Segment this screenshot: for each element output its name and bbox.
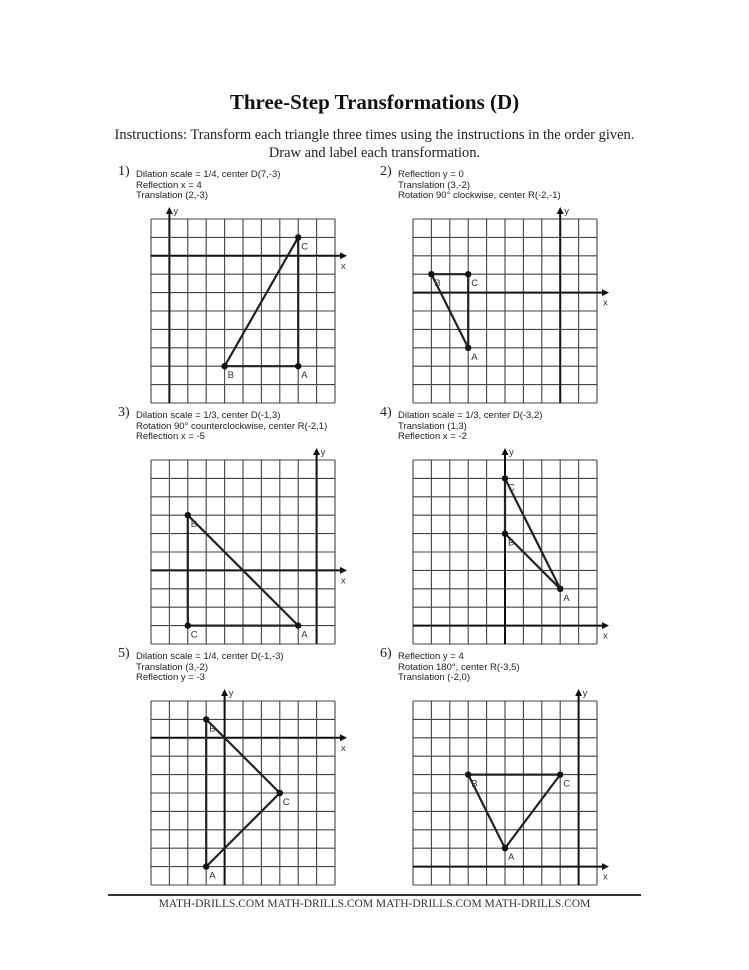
- vertex-b-point: [185, 512, 191, 518]
- vertex-a-label: A: [301, 370, 308, 382]
- vertex-b-label: B: [434, 278, 441, 290]
- transformation-step-2: Rotation 90° counterclockwise, center R(-2,1): [136, 420, 328, 432]
- y-axis-arrow-icon: [575, 689, 582, 696]
- vertex-c-label: C: [508, 482, 515, 494]
- vertex-b-point: [428, 271, 434, 277]
- y-axis-arrow-icon: [502, 448, 509, 455]
- y-axis-label: y: [320, 447, 326, 458]
- vertex-a-label: A: [563, 592, 570, 604]
- instructions-line-2: Draw and label each transformation.: [268, 145, 481, 161]
- transformation-step-3: Reflection y = -3: [136, 672, 205, 683]
- y-axis-label: y: [564, 206, 569, 217]
- x-axis-arrow-icon: [602, 622, 609, 629]
- vertex-c-label: C: [301, 241, 309, 253]
- y-axis-arrow-icon: [166, 207, 173, 214]
- x-axis-arrow-icon: [602, 863, 609, 870]
- problem-number: 6): [380, 646, 392, 661]
- transformation-step-3: Translation (2,-3): [136, 190, 208, 201]
- vertex-b-label: B: [227, 370, 234, 382]
- vertex-b-point: [502, 530, 508, 536]
- x-axis-arrow-icon: [340, 252, 347, 259]
- y-axis-label: y: [173, 206, 179, 217]
- problem-6: [380, 646, 640, 892]
- x-axis-label: x: [341, 260, 346, 272]
- x-axis-arrow-icon: [340, 567, 347, 574]
- vertex-a-point: [502, 845, 508, 851]
- footer-text: MATH-DRILLS.COM MATH-DRILLS.COM MATH-DRILLS.COM MATH-DRILLS.COM: [158, 898, 591, 910]
- transformation-step-3: Rotation 90° clockwise, center R(-2,-1): [398, 190, 561, 201]
- vertex-b-label: B: [471, 778, 478, 790]
- footer-divider: [108, 894, 641, 896]
- vertex-b-label: B: [209, 723, 216, 735]
- coordinate-grid: [399, 205, 611, 417]
- transformation-step-1: Dilation scale = 1/3, center D(-3,2): [398, 410, 543, 421]
- x-axis-label: x: [603, 630, 608, 642]
- coordinate-grid: [137, 446, 349, 658]
- transformation-step-1: Dilation scale = 1/4, center D(7,-3): [136, 169, 281, 180]
- transformation-step-1: Reflection y = 0: [398, 169, 464, 180]
- y-axis-label: y: [228, 688, 234, 699]
- vertex-c-point: [502, 475, 508, 481]
- vertex-c-point: [277, 790, 283, 796]
- vertex-c-point: [185, 622, 191, 628]
- transformation-step-2: Translation (3,-2): [398, 179, 470, 191]
- instructions-line-1: Instructions: Transform each triangle three times using the instructions in the order given.: [114, 127, 635, 143]
- vertex-c-label: C: [563, 778, 571, 790]
- coordinate-grid: [137, 687, 349, 899]
- problem-number: 5): [118, 646, 130, 661]
- vertex-b-label: B: [190, 519, 198, 531]
- y-axis-arrow-icon: [313, 448, 320, 455]
- transformation-step-1: Dilation scale = 1/4, center D(-1,-3): [136, 651, 284, 662]
- coordinate-grid: [399, 687, 611, 899]
- vertex-a-label: A: [301, 629, 308, 641]
- vertex-a-label: A: [471, 351, 478, 363]
- problem-3: [118, 405, 378, 651]
- x-axis-label: x: [603, 297, 608, 309]
- vertex-a-point: [295, 622, 301, 628]
- x-axis-arrow-icon: [340, 734, 347, 741]
- transformation-step-1: Reflection y = 4: [398, 651, 464, 662]
- problem-number: 2): [380, 164, 392, 179]
- vertex-b-label: B: [508, 537, 515, 549]
- problem-4: [380, 405, 640, 651]
- transformation-step-1: Dilation scale = 1/3, center D(-1,3): [136, 410, 281, 421]
- y-axis-arrow-icon: [221, 689, 228, 696]
- vertex-c-label: C: [282, 797, 290, 808]
- problem-number: 1): [118, 164, 130, 179]
- y-axis-label: y: [509, 447, 514, 458]
- instructions: [0, 126, 749, 162]
- transformation-step-2: Rotation 180°, center R(-3,5): [398, 661, 520, 673]
- transformation-step-2: Translation (1,3): [398, 420, 467, 432]
- vertex-a-point: [203, 863, 209, 869]
- coordinate-grid: [399, 446, 611, 658]
- vertex-a-point: [557, 586, 563, 592]
- coordinate-grid: [137, 205, 349, 417]
- vertex-b-point: [465, 771, 471, 777]
- vertex-c-point: [295, 234, 301, 240]
- transformation-step-2: Translation (3,-2): [136, 661, 208, 673]
- vertex-a-point: [465, 345, 471, 351]
- problem-number: 3): [118, 405, 130, 420]
- transformation-step-2: Reflection x = 4: [136, 179, 202, 191]
- x-axis-label: x: [341, 742, 346, 754]
- transformation-step-3: Translation (-2,0): [398, 672, 470, 683]
- page-title: Three-Step Transformations (D): [229, 90, 520, 114]
- problem-2: [380, 164, 640, 410]
- x-axis-label: x: [603, 871, 608, 883]
- vertex-c-label: C: [190, 629, 198, 641]
- vertex-a-label: A: [209, 870, 216, 882]
- transformation-step-3: Reflection x = -2: [398, 431, 467, 442]
- transformation-step-3: Reflection x = -5: [136, 431, 205, 442]
- x-axis-label: x: [341, 575, 346, 587]
- vertex-c-point: [557, 771, 563, 777]
- vertex-b-point: [203, 716, 209, 722]
- vertex-a-label: A: [508, 852, 515, 864]
- y-axis-label: y: [582, 688, 588, 699]
- vertex-b-point: [221, 363, 227, 369]
- y-axis-arrow-icon: [557, 207, 564, 214]
- problem-1: [118, 164, 378, 410]
- vertex-a-point: [295, 363, 301, 369]
- problem-5: [118, 646, 378, 892]
- vertex-c-label: C: [471, 278, 479, 290]
- problem-number: 4): [380, 405, 392, 420]
- x-axis-arrow-icon: [602, 289, 609, 296]
- vertex-c-point: [465, 271, 471, 277]
